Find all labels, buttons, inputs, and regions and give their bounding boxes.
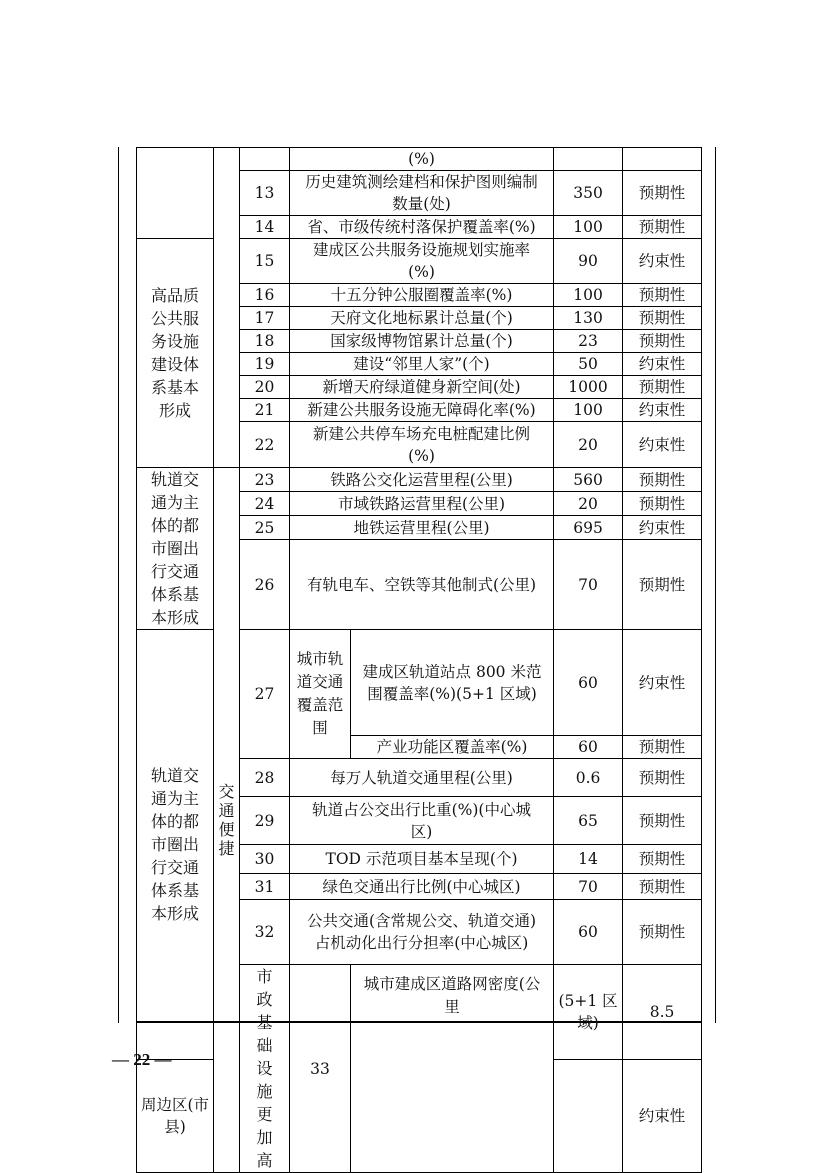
indicator-type: 约束性: [623, 630, 702, 736]
indicator-name: 新增天府绿道健身新空间(处): [290, 376, 554, 399]
indicator-type: 预期性: [623, 874, 702, 900]
indicator-type: 预期性: [623, 540, 702, 630]
category-cell: 市政基础设施更加高: [240, 965, 290, 1173]
indicator-name: 国家级博物馆累计总量(个): [290, 330, 554, 353]
indicator-number: 25: [240, 516, 290, 540]
indicator-type: 预期性: [623, 171, 702, 216]
indicator-table-wrapper: [136, 147, 701, 1170]
indicator-name: 天府文化地标累计总量(个): [290, 307, 554, 330]
target-value: 70: [554, 874, 623, 900]
indicator-number: 21: [240, 399, 290, 422]
indicator-type: 预期性: [623, 759, 702, 797]
indicator-number: 26: [240, 540, 290, 630]
target-value: 20: [554, 492, 623, 516]
indicator-name: 周边区(市县): [137, 1059, 214, 1172]
indicator-number: 28: [240, 759, 290, 797]
indicator-type: [623, 148, 702, 171]
indicator-name: 历史建筑测绘建档和保护图则编制 数量(处): [290, 171, 554, 216]
dimension-cell: 交通便捷: [214, 468, 240, 1173]
indicator-type: 预期性: [623, 307, 702, 330]
indicator-type: 预期性: [623, 900, 702, 965]
indicator-name: 有轨电车、空铁等其他制式(公里): [290, 540, 554, 630]
indicator-type: 约束性: [623, 516, 702, 540]
target-value: 60: [554, 736, 623, 759]
indicator-type: 预期性: [623, 797, 702, 845]
target-value: 130: [554, 307, 623, 330]
category-cell: 高品质公共服务设施建设体系基本形成: [137, 239, 214, 468]
indicator-name: (5+1 区域): [554, 965, 623, 1060]
target-value: 14: [554, 845, 623, 874]
indicator-number: 15: [240, 239, 290, 284]
indicator-name: 铁路公交化运营里程(公里): [290, 468, 554, 492]
target-value: 100: [554, 284, 623, 307]
indicator-name: 轨道占公交出行比重(%)(中心城 区): [290, 797, 554, 845]
target-value: 23: [554, 330, 623, 353]
indicator-number: 31: [240, 874, 290, 900]
indicator-name: 十五分钟公服圈覆盖率(%): [290, 284, 554, 307]
target-value: 100: [554, 216, 623, 239]
indicator-number: 13: [240, 171, 290, 216]
indicator-name: 地铁运营里程(公里): [290, 516, 554, 540]
indicator-type: 预期性: [623, 845, 702, 874]
indicator-name: 新建公共服务设施无障碍化率(%): [290, 399, 554, 422]
indicator-group-label: 城市建成区道路网密度(公里: [351, 965, 554, 1173]
indicator-number: 19: [240, 353, 290, 376]
indicator-name: 建成区轨道站点 800 米范 围覆盖率(%)(5+1 区域): [351, 630, 554, 736]
indicator-number: 24: [240, 492, 290, 516]
indicator-type: 约束性: [623, 353, 702, 376]
indicator-type: 约束性: [623, 422, 702, 468]
indicator-name: 产业功能区覆盖率(%): [351, 736, 554, 759]
category-cell: [137, 148, 214, 239]
target-value: 90: [554, 239, 623, 284]
indicator-type: 预期性: [623, 376, 702, 399]
indicator-type: 预期性: [623, 216, 702, 239]
indicator-name: 绿色交通出行比例(中心城区): [290, 874, 554, 900]
indicator-name: 公共交通(含常规公交、轨道交通) 占机动化出行分担率(中心城区): [290, 900, 554, 965]
indicator-number: 32: [240, 900, 290, 965]
indicator-type: 预期性: [623, 284, 702, 307]
indicator-type: 预期性: [623, 492, 702, 516]
indicator-number: 29: [240, 797, 290, 845]
category-cell: 轨道交通为主体的都市圈出行交通体系基本形成: [137, 630, 214, 1060]
indicator-number: 14: [240, 216, 290, 239]
indicator-number: [240, 148, 290, 171]
indicator-type: 预期性: [623, 468, 702, 492]
indicator-table: [136, 147, 702, 1173]
target-value: 20: [554, 422, 623, 468]
table-row: [137, 468, 702, 492]
target-value: 60: [554, 900, 623, 965]
indicator-number: 20: [240, 376, 290, 399]
target-value: 8.5: [623, 965, 702, 1060]
page-number: — 22 —: [112, 1050, 172, 1069]
target-value: 60: [554, 630, 623, 736]
indicator-name: 每万人轨道交通里程(公里): [290, 759, 554, 797]
target-value: 50: [554, 353, 623, 376]
indicator-type: 约束性: [623, 1059, 702, 1172]
indicator-name: 建设“邻里人家”(个): [290, 353, 554, 376]
indicator-type: 预期性: [623, 736, 702, 759]
category-cell: 轨道交通为主体的都市圈出行交通体系基本形成: [137, 468, 214, 630]
indicator-number: 30: [240, 845, 290, 874]
indicator-name: TOD 示范项目基本呈现(个): [290, 845, 554, 874]
indicator-type: 预期性: [623, 330, 702, 353]
target-value: 65: [554, 797, 623, 845]
indicator-number: 27: [240, 630, 290, 759]
indicator-name: 建成区公共服务设施规划实施率 (%): [290, 239, 554, 284]
indicator-number: 23: [240, 468, 290, 492]
dimension-cell-empty: [214, 148, 240, 468]
table-row: [137, 148, 702, 171]
indicator-type: 约束性: [623, 399, 702, 422]
target-value: 0.6: [554, 759, 623, 797]
indicator-number: 33: [290, 965, 351, 1173]
target-value: 1000: [554, 376, 623, 399]
indicator-number: 22: [240, 422, 290, 468]
indicator-number: 16: [240, 284, 290, 307]
indicator-name: 市域铁路运营里程(公里): [290, 492, 554, 516]
indicator-name: 省、市级传统村落保护覆盖率(%): [290, 216, 554, 239]
indicator-group-label: 城市轨道交通覆盖范围: [290, 630, 351, 759]
indicator-type: 约束性: [623, 239, 702, 284]
indicator-number: 17: [240, 307, 290, 330]
target-value: 70: [554, 540, 623, 630]
target-value: [554, 148, 623, 171]
indicator-name: 新建公共停车场充电桩配建比例 (%): [290, 422, 554, 468]
target-value: 695: [554, 516, 623, 540]
target-value: 100: [554, 399, 623, 422]
indicator-number: 18: [240, 330, 290, 353]
indicator-name: (%): [290, 148, 554, 171]
target-value: [554, 1059, 623, 1172]
target-value: 560: [554, 468, 623, 492]
target-value: 350: [554, 171, 623, 216]
